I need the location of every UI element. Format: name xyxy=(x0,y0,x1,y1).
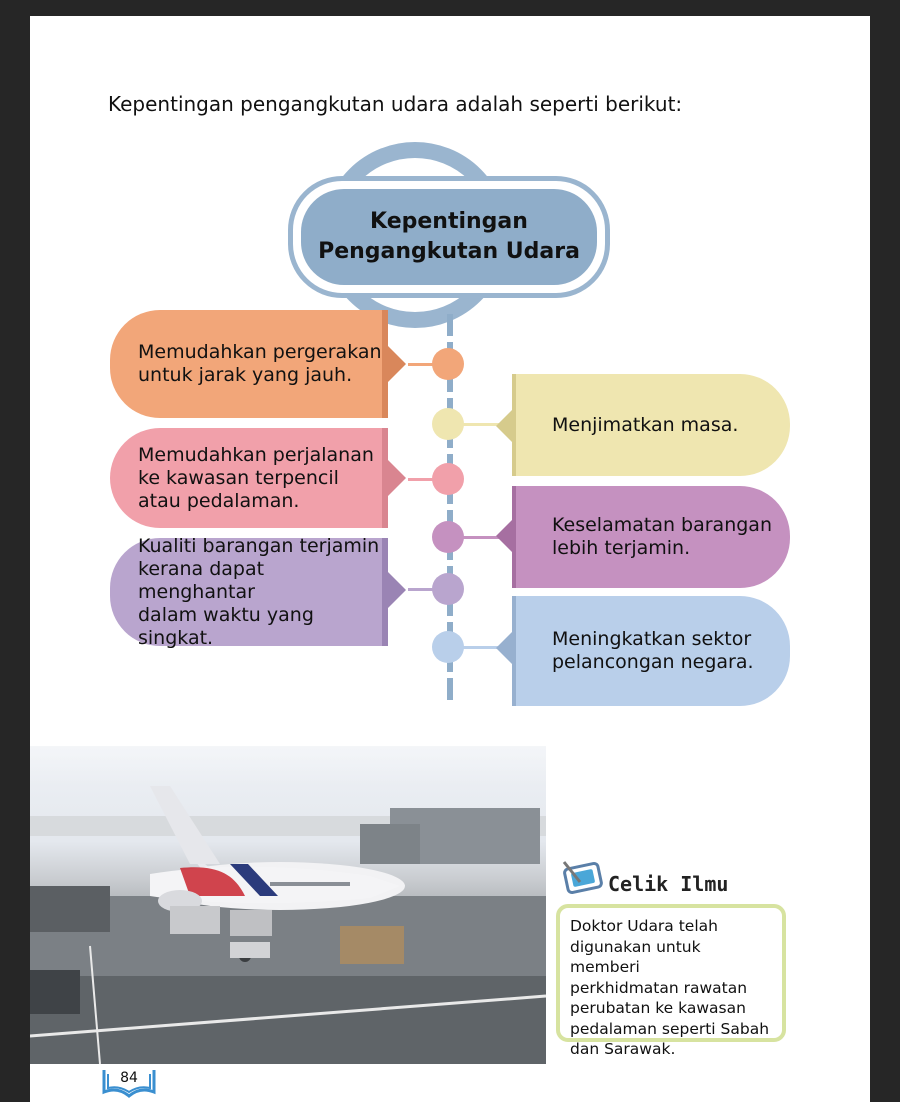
node-purple xyxy=(432,521,464,553)
celik-ilmu-box xyxy=(556,904,786,1058)
point-box-lavender xyxy=(110,534,384,649)
point-text-4: Menjimatkan masa. xyxy=(552,413,739,436)
point-box-orange xyxy=(110,310,384,418)
point-box-pink xyxy=(110,428,384,528)
point-text-3: Kualiti barangan terjamin kerana dapat menghantar dalam waktu yang singkat. xyxy=(138,534,380,649)
page-number-badge xyxy=(102,1066,156,1102)
node-orange xyxy=(432,348,464,380)
node-lavender xyxy=(432,573,464,605)
diagram-title: Kepentingan Pengangkutan Udara xyxy=(318,209,580,264)
box-pointer xyxy=(388,572,406,608)
point-text-6: Meningkatkan sektor pelancongan negara. xyxy=(552,628,754,673)
point-box-blue xyxy=(516,596,790,706)
box-pointer xyxy=(388,460,406,496)
point-box-purple xyxy=(516,486,790,588)
box-pointer xyxy=(388,346,406,382)
airport-scene xyxy=(30,746,546,1064)
intro-text: Kepentingan pengangkutan udara adalah seperti berikut: xyxy=(108,92,683,116)
celik-ilmu-body: Doktor Udara telah digunakan untuk memberi perkhidmatan rawatan perubatan ke kawasan pedalaman seperti Sabah dan Sarawak. xyxy=(570,917,770,1058)
page-number: 84 xyxy=(120,1070,138,1086)
point-text-1: Memudahkan pergerakan untuk jarak yang jauh. xyxy=(138,341,382,386)
node-pink xyxy=(432,463,464,495)
title-box xyxy=(298,186,600,288)
point-text-2: Memudahkan perjalanan ke kawasan terpencil atau pedalaman. xyxy=(138,443,374,512)
node-yellow xyxy=(432,408,464,440)
airplane-photo xyxy=(30,746,546,1064)
textbook-page xyxy=(30,16,870,1102)
point-text-5: Keselamatan barangan lebih terjamin. xyxy=(552,514,772,559)
celik-ilmu-title: Celik Ilmu xyxy=(608,872,729,896)
tablet-pen-icon xyxy=(560,858,606,896)
point-box-yellow xyxy=(516,374,790,476)
node-blue xyxy=(432,631,464,663)
